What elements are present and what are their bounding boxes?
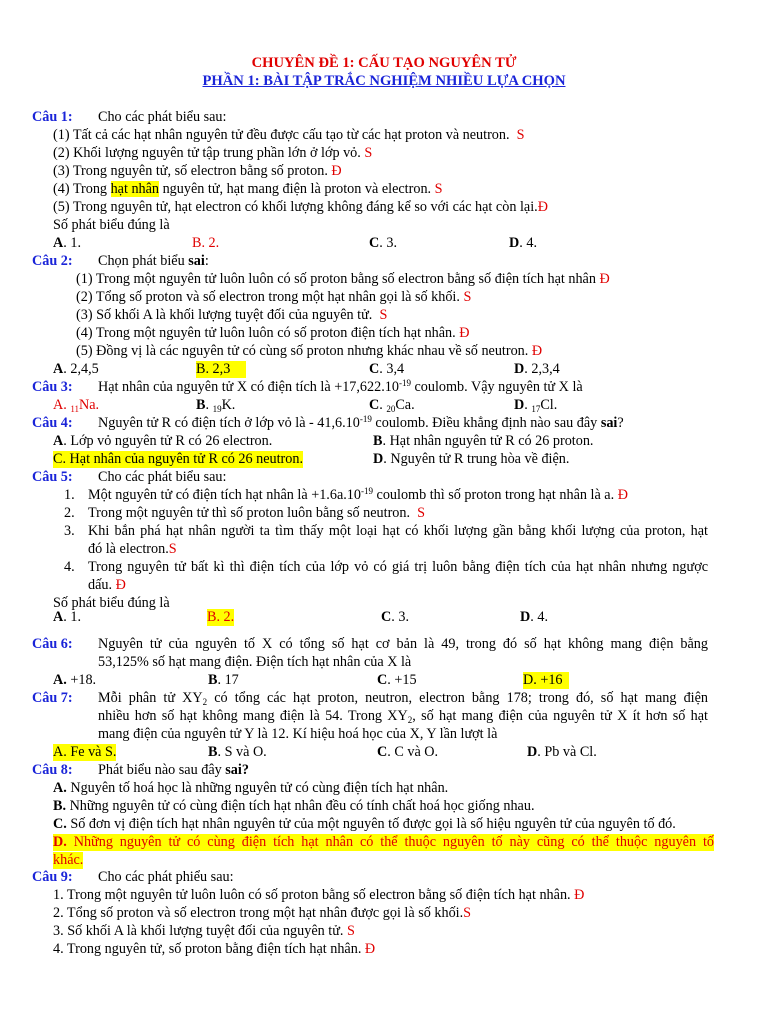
- statement: 4.: [64, 559, 75, 575]
- option-d-answer: D. +16: [523, 672, 569, 689]
- option-c: C. $_{20}$Ca.: [369, 397, 415, 414]
- statement: (3) Trong nguyên tử, số electron bằng số proton. Đ: [53, 163, 342, 179]
- option-d-answer-cont: khác.: [53, 852, 84, 868]
- question-7-label: Câu 7:: [32, 690, 73, 706]
- statement: (2) Khối lượng nguyên tử tập trung phần lớn ở lớp vỏ. S: [53, 145, 373, 161]
- question-9-stem: Câu 9: Cho các phát phiểu sau:: [32, 869, 234, 885]
- option-b: B. $_{19}$K.: [196, 397, 236, 414]
- statement: 2. Trong một nguyên tử thì số proton luôn bằng số neutron. S: [64, 505, 426, 521]
- statement: 3. Số khối A là khối lượng tuyệt đối của nguyên tử. S: [53, 923, 355, 939]
- statement: (5) Đồng vị là các nguyên tử có cùng số proton nhưng khác nhau về số neutron. Đ: [76, 343, 543, 359]
- option-b: B. S và O.: [208, 744, 267, 760]
- question-6-stem-cont: 53,125% số hạt mang điện. Điện tích hạt nhân của X là: [98, 654, 412, 670]
- question-7-stem-cont: mang điện của nguyên tử Y là 12. Kí hiệu hoá học của X, Y lần lượt là: [98, 726, 498, 742]
- question-4-stem: Câu 4: Nguyên tử R có điện tích ở lớp vỏ là - $41,6.10^{-19}$ coulomb. Điều khẳng định nào sau đây sai?: [32, 414, 624, 431]
- statement: (1) Tất cả các hạt nhân nguyên tử đều được cấu tạo từ các hạt proton và neutron. S: [53, 127, 525, 143]
- statement: (1) Trong một nguyên tử luôn luôn có số proton bằng số electron bằng số điện tích hạt nhân Đ: [76, 271, 610, 287]
- option-a: A. Lớp vỏ nguyên tử R có 26 electron.: [53, 433, 273, 449]
- question-5-stem: Câu 5: Cho các phát biểu sau:: [32, 469, 227, 485]
- question-label: Câu 9:: [32, 869, 73, 885]
- mark-false: S: [516, 127, 525, 143]
- question-label: Câu 5:: [32, 469, 73, 485]
- option-d: D. Pb và Cl.: [527, 744, 597, 760]
- option-c: C. 3.: [369, 235, 397, 251]
- question-label: Câu 1:: [32, 109, 73, 125]
- statement: 4. Trong nguyên tử, số proton bằng điện tích hạt nhân. Đ: [53, 941, 376, 957]
- question-6-stem: Nguyên tử của nguyên tố X có tổng số hạt cơ bản là 49, trong đó số hạt không mang điện bằng: [98, 636, 708, 652]
- question-2-stem: Câu 2: Chọn phát biểu sai:: [32, 253, 209, 269]
- statement: (4) Trong một nguyên tử luôn luôn có số proton điện tích hạt nhân. Đ: [76, 325, 470, 341]
- question-label: Câu 2:: [32, 253, 73, 269]
- option-d: D. 2,3,4: [514, 361, 560, 377]
- option-a-answer: A. $_{11}$Na.: [53, 397, 100, 414]
- statement-text: Khi bắn phá hạt nhân người ta tìm thấy một loại hạt có khối lượng gần bằng khối lượng của proton, hạt: [88, 523, 708, 539]
- option-a: A. Nguyên tố hoá học là những nguyên tử có cùng điện tích hạt nhân.: [53, 780, 449, 796]
- statement: 3.: [64, 523, 75, 539]
- option-b: B. Những nguyên tử có cùng điện tích hạt nhân đều có tính chất hoá học giống nhau.: [53, 798, 535, 814]
- highlighted-text: hạt nhân: [110, 181, 160, 197]
- question-prompt: Số phát biểu đúng là: [53, 595, 170, 611]
- mark-true: Đ: [331, 163, 342, 179]
- option-b-answer: B. 2,3: [196, 361, 246, 378]
- statement: 1. Một nguyên tử có điện tích hạt nhân là $+1.6a.10^{-19}$ coulomb thì số proton trong hạt nhân là a. Đ: [64, 486, 628, 503]
- question-7-stem-cont: nhiều hơn số hạt không mang điện là 54. Trong $XY_2$, số hạt mang điện của nguyên tử X ít hơn số hạt: [98, 708, 708, 725]
- option-a-answer: A. Fe và S.: [53, 744, 117, 760]
- option-d: D. Nguyên tử R trung hòa về điện.: [373, 451, 570, 467]
- option-d: D. $_{17}$Cl.: [514, 397, 558, 414]
- question-6-label: Câu 6:: [32, 636, 73, 652]
- mark-true: Đ: [537, 199, 548, 215]
- question-label: Câu 4:: [32, 415, 73, 431]
- option-b-answer: B. 2.: [192, 235, 220, 251]
- option-c-answer: C. Hạt nhân của nguyên tử R có 26 neutron.: [53, 451, 304, 467]
- option-d-answer: D. Những nguyên tử có cùng điện tích hạt nhân có thể thuộc nguyên tố này cũng có thể thuộc nguyên tố: [53, 834, 714, 850]
- statement: (3) Số khối A là khối lượng tuyệt đối của nguyên tử. S: [76, 307, 388, 323]
- question-7-stem: Mỗi phân tử $XY_2$ có tổng các hạt proton, neutron, electron bằng 178; trong đó, số hạt mang điện: [98, 690, 708, 707]
- option-b: B. Hạt nhân nguyên tử R có 26 proton.: [373, 433, 594, 449]
- mark-false: S: [364, 145, 373, 161]
- question-3-stem: Câu 3: Hạt nhân của nguyên tử X có điện tích là $+17,622.10^{-19}$ coulomb. Vậy nguyên tử X là: [32, 378, 583, 395]
- statement-text: đó là electron.S: [88, 541, 177, 557]
- statement-text: Trong nguyên tử bất kì thì điện tích của lớp vỏ có giá trị luôn bằng điện tích của hạt nhân nhưng ngược: [88, 559, 708, 575]
- question-label: Câu 3:: [32, 379, 73, 395]
- question-prompt: Số phát biểu đúng là: [53, 217, 170, 233]
- mark-false: S: [434, 181, 443, 197]
- option-a: A. 1.: [53, 235, 81, 251]
- statement: (5) Trong nguyên tử, hạt electron có khối lượng không đáng kể so với các hạt còn lại.Đ: [53, 199, 548, 215]
- option-b: B. 17: [208, 672, 239, 688]
- option-a: A. +18.: [53, 672, 97, 688]
- page-title: CHUYÊN ĐỀ 1: CẤU TẠO NGUYÊN TỬ: [251, 55, 517, 71]
- page-subtitle: PHẦN 1: BÀI TẬP TRẮC NGHIỆM NHIỀU LỰA CHỌN: [202, 73, 566, 89]
- statement: 1. Trong một nguyên tử luôn luôn có số proton bằng số electron bằng số điện tích hạt nhân. Đ: [53, 887, 585, 903]
- option-c: C. C và O.: [377, 744, 439, 760]
- option-c: C. Số đơn vị điện tích hạt nhân nguyên tử của một nguyên tố được gọi là số hiệu nguyên tử của nguyên tố đó.: [53, 816, 676, 832]
- question-1-stem: Câu 1: Cho các phát biểu sau:: [32, 109, 227, 125]
- option-d: D. 4.: [509, 235, 537, 251]
- option-a: A. 1.: [53, 609, 81, 625]
- statement: 2. Tổng số proton và số electron trong một hạt nhân được gọi là số khối.S: [53, 905, 472, 921]
- option-c: C. 3,4: [369, 361, 405, 377]
- option-c: C. 3.: [381, 609, 409, 625]
- option-a: A. 2,4,5: [53, 361, 99, 377]
- option-c: C. +15: [377, 672, 417, 688]
- statement: (4) Trong hạt nhân nguyên tử, hạt mang điện là proton và electron. S: [53, 181, 443, 197]
- question-label: Câu 8:: [32, 762, 73, 778]
- statement: (2) Tổng số proton và số electron trong một hạt nhân gọi là số khối. S: [76, 289, 472, 305]
- statement-text: dấu. Đ: [88, 577, 126, 593]
- option-b-answer: B. 2.: [207, 609, 235, 625]
- question-8-stem: Câu 8: Phát biểu nào sau đây sai?: [32, 762, 249, 778]
- option-d: D. 4.: [520, 609, 548, 625]
